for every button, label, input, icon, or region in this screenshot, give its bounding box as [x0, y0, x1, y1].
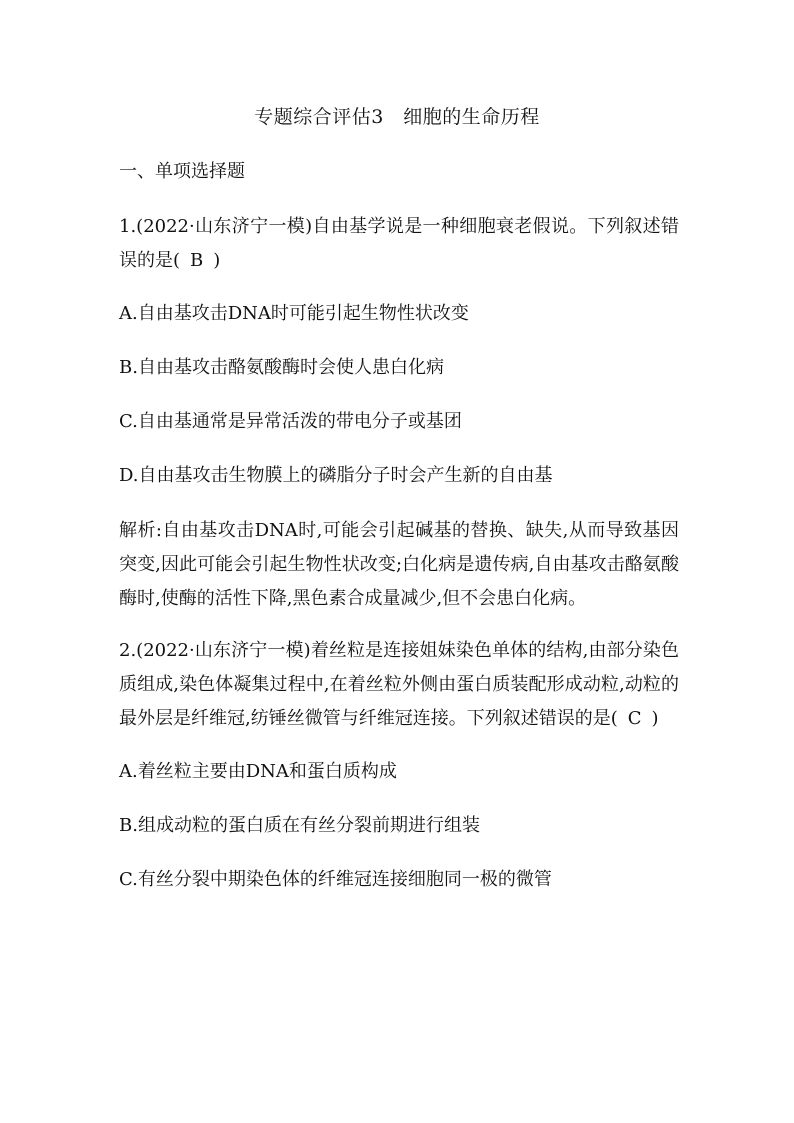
question-1-option-c: C.自由基通常是异常活泼的带电分子或基团 — [119, 411, 462, 432]
question-2-option-c: C.有丝分裂中期染色体的纤维冠连接细胞同一极的微管 — [119, 869, 552, 890]
page-title: 专题综合评估3 细胞的生命历程 — [254, 106, 540, 128]
question-1-option-d: D.自由基攻击生物膜上的磷脂分子时会产生新的自由基 — [119, 465, 553, 486]
question-2-option-a: A.着丝粒主要由DNA和蛋白质构成 — [119, 761, 397, 782]
question-1-option-b: B.自由基攻击酪氨酸酶时会使人患白化病 — [119, 357, 444, 378]
question-2-stem — [119, 634, 679, 736]
question-2-answer: C — [627, 708, 642, 729]
document-content — [119, 156, 679, 918]
question-2-option-b: B.组成动粒的蛋白质在有丝分裂前期进行组装 — [119, 815, 480, 836]
question-1-answer: B — [190, 250, 204, 271]
question-1-analysis: 解析:自由基攻击DNA时,可能会引起碱基的替换、缺失,从而导致基因突变,因此可能会引起生物性状改变;白化病是遗传病,自由基攻击酪氨酸酶时,使酶的活性下降,黑色素合成量减少,但不会患白化病。 — [119, 520, 679, 609]
question-1-stem — [119, 210, 679, 278]
section-heading: 一、单项选择题 — [119, 161, 245, 182]
question-1-option-a: A.自由基攻击DNA时可能引起生物性状改变 — [119, 303, 469, 324]
question-1-stem-close: ) — [213, 250, 221, 271]
question-1-stem-text: 1.(2022·山东济宁一模)自由基学说是一种细胞衰老假说。下列叙述错误的是( — [119, 216, 679, 271]
question-2-stem-text: 2.(2022·山东济宁一模)着丝粒是连接姐妹染色单体的结构,由部分染色质组成,染色体凝集过程中,在着丝粒外侧由蛋白质装配形成动粒,动粒的最外层是纤维冠,纺锤丝微管与纤维冠连接。下列叙述错误的是( — [119, 640, 679, 729]
question-2-stem-close: ) — [651, 708, 659, 729]
